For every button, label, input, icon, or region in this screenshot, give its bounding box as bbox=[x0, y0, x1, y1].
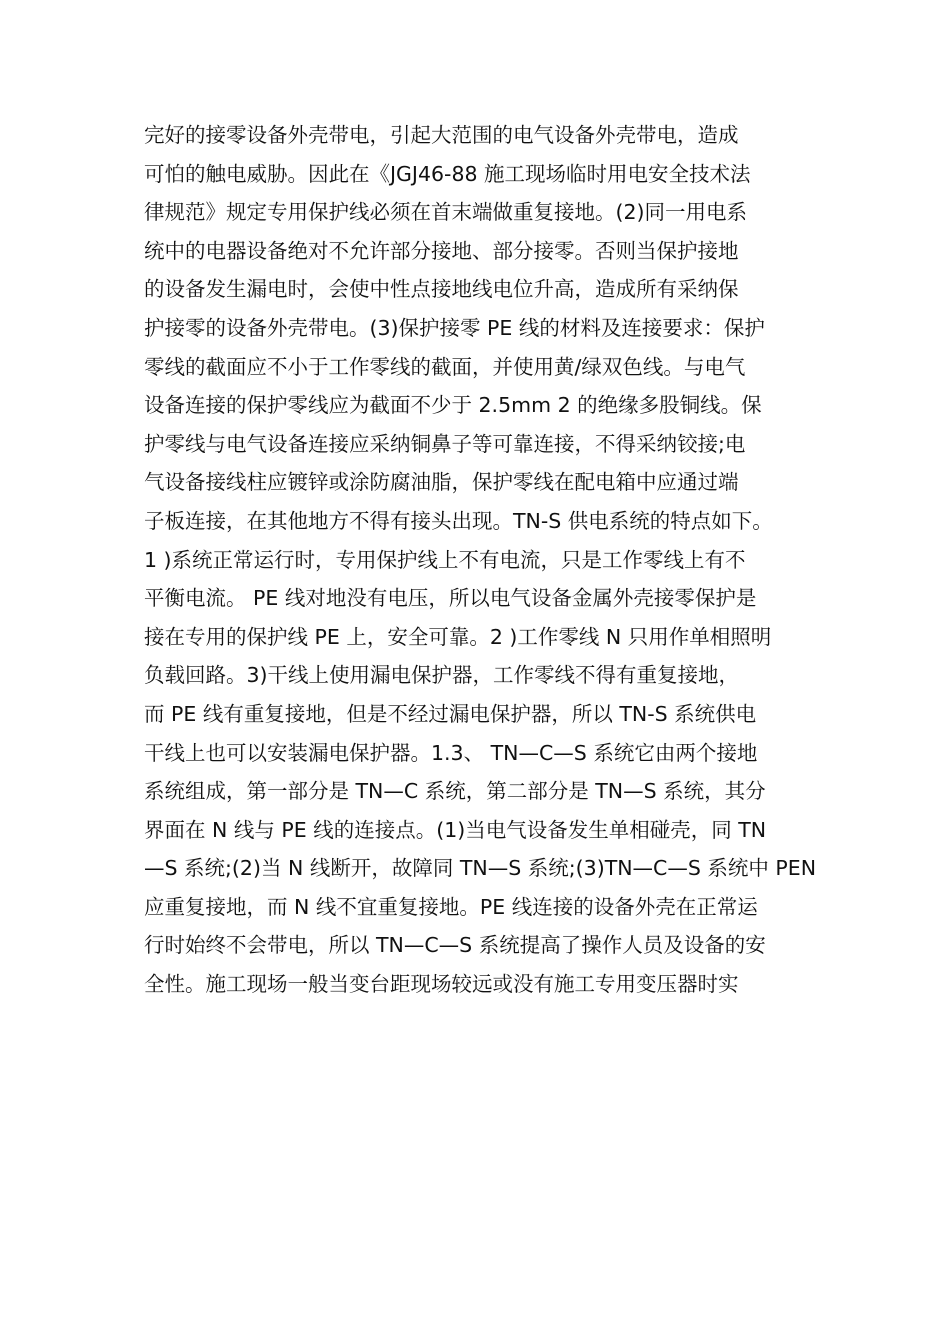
text-line-7: 零线的截面应不小于工作零线的截面，并使用黄/绿双色线。与电气 bbox=[144, 354, 746, 379]
text-line-11: 子板连接，在其他地方不得有接头出现。TN-S 供电系统的特点如下。 bbox=[144, 508, 773, 533]
text-line-13: 平衡电流。 PE 线对地没有电压，所以电气设备金属外壳接零保护是 bbox=[144, 586, 757, 611]
text-line-1: 完好的接零设备外壳带电，引起大范围的电气设备外壳带电，造成 bbox=[144, 123, 739, 147]
text-line-14: 接在专用的保护线 PE 上，安全可靠。2 )工作零线 N 只用作单相照明 bbox=[144, 624, 772, 649]
text-line-17: 干线上也可以安装漏电保护器。1.3、 TN—C—S 系统它由两个接地 bbox=[144, 740, 758, 765]
text-line-5: 的设备发生漏电时，会使中性点接地线电位升高，造成所有采纳保 bbox=[144, 277, 739, 302]
text-line-10: 气设备接线柱应镀锌或涂防腐油脂，保护零线在配电箱中应通过端 bbox=[144, 470, 739, 495]
body-text bbox=[144, 116, 824, 1004]
text-line-9: 护零线与电气设备连接应采纳铜鼻子等可靠连接，不得采纳铰接;电 bbox=[144, 431, 746, 456]
text-line-6: 护接零的设备外壳带电。(3)保护接零 PE 线的材料及连接要求：保护 bbox=[144, 315, 765, 340]
text-line-20: —S 系统;(2)当 N 线断开，故障同 TN—S 系统;(3)TN—C—S 系统中 PEN bbox=[144, 856, 817, 881]
text-line-23: 全性。施工现场一般当变台距现场较远或没有施工专用变压器时实 bbox=[144, 972, 739, 997]
text-line-4: 统中的电器设备绝对不允许部分接地、部分接零。否则当保护接地 bbox=[144, 238, 739, 263]
text-line-21: 应重复接地，而 N 线不宜重复接地。PE 线连接的设备外壳在正常运 bbox=[144, 894, 758, 919]
text-line-3: 律规范》规定专用保护线必须在首末端做重复接地。(2)同一用电系 bbox=[144, 200, 748, 225]
text-line-15: 负载回路。3)干线上使用漏电保护器，工作零线不得有重复接地， bbox=[144, 663, 740, 688]
text-line-19: 界面在 N 线与 PE 线的连接点。(1)当电气设备发生单相碰壳，同 TN bbox=[144, 817, 767, 842]
text-line-22: 行时始终不会带电，所以 TN—C—S 系统提高了操作人员及设备的安 bbox=[144, 933, 766, 958]
text-line-8: 设备连接的保护零线应为截面不少于 2.5mm 2 的绝缘多股铜线。保 bbox=[144, 393, 762, 418]
text-line-12: 1 )系统正常运行时，专用保护线上不有电流，只是工作零线上有不 bbox=[144, 547, 746, 572]
text-line-16: 而 PE 线有重复接地，但是不经过漏电保护器，所以 TN-S 系统供电 bbox=[144, 701, 757, 726]
text-line-18: 系统组成，第一部分是 TN—C 系统，第二部分是 TN—S 系统，其分 bbox=[144, 779, 766, 804]
text-line-2: 可怕的触电威胁。因此在《JGJ46-88 施工现场临时用电安全技术法 bbox=[144, 161, 751, 186]
